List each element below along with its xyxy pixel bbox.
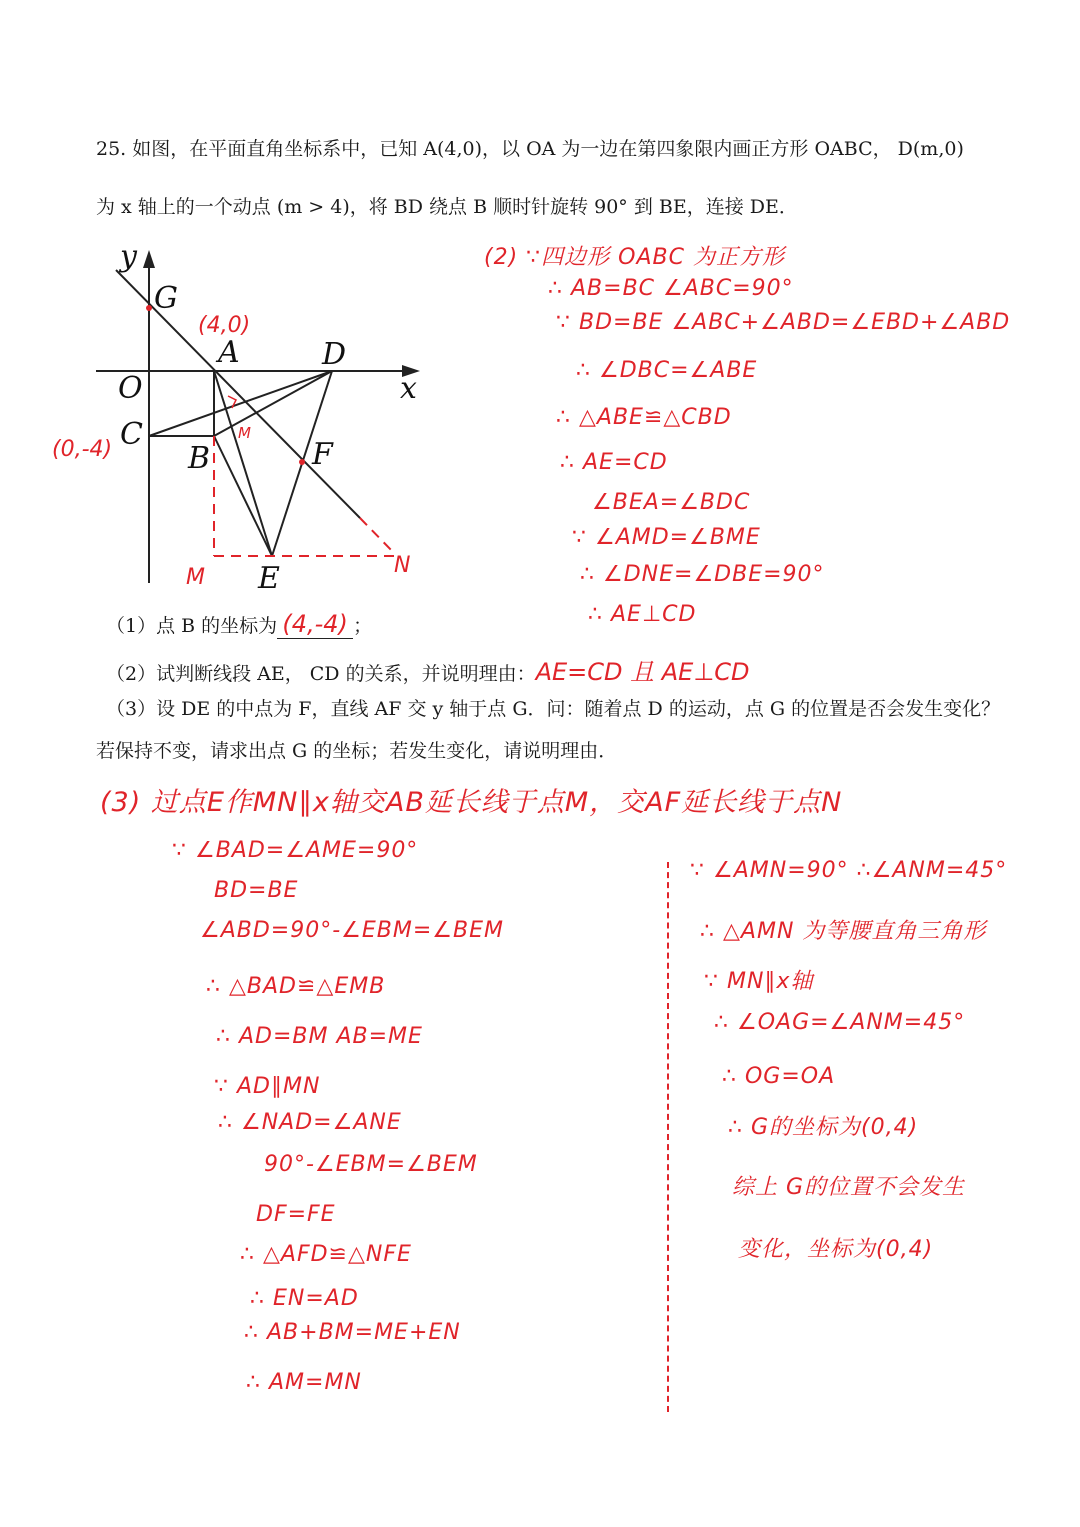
answer-3-right-line-5: ∴ OG=OA <box>722 1064 836 1089</box>
answer-3-right-line-6: ∴ G的坐标为(0,4) <box>728 1115 919 1140</box>
question-2-answer: AE=CD 且 AE⊥CD <box>535 658 750 686</box>
label-F: F <box>312 437 333 472</box>
answer-3-left-line-8: 90°-∠EBM=∠BEM <box>264 1152 478 1177</box>
answer-3-right-line-8: 变化，坐标为(0,4) <box>738 1237 934 1262</box>
annotation-C-coord: (0,-4) <box>52 437 113 462</box>
label-x: x <box>400 371 417 406</box>
problem-line-2: 为 x 轴上的一个动点 (m > 4)，将 BD 绕点 B 顺时针旋转 90° 到 BE，连接 DE． <box>96 196 798 218</box>
question-1-suffix: ； <box>353 615 373 637</box>
answer-3-right-line-4: ∴ ∠OAG=∠ANM=45° <box>714 1010 966 1035</box>
answer-2-line-4: ∴ ∠DBC=∠ABE <box>576 358 758 383</box>
coordinate-figure <box>50 238 420 598</box>
answer-3-left-line-9: DF=FE <box>256 1202 336 1227</box>
label-C: C <box>120 417 143 452</box>
answer-2-line-1: (2) ∵四边形 OABC 为正方形 <box>484 245 785 270</box>
question-3-line-2: 若保持不变，请求出点 G 的坐标；若发生变化，请说明理由． <box>96 740 618 762</box>
answer-3-heading: (3) 过点E作MN∥x轴交AB延长线于点M，交AF延长线于点N <box>100 787 843 818</box>
answer-3-left-line-10: ∴ △AFD≌△NFE <box>240 1242 412 1267</box>
answer-3-left-line-12: ∴ AB+BM=ME+EN <box>244 1320 461 1345</box>
label-D: D <box>322 337 347 372</box>
answer-2-line-7: ∠BEA=∠BDC <box>592 490 751 515</box>
answer-3-left-line-6: ∵ AD∥MN <box>214 1074 321 1099</box>
line-AF-G <box>116 270 360 518</box>
answer-3-right-line-2: ∴ △AMN 为等腰直角三角形 <box>700 919 987 944</box>
answer-3-right-line-1: ∵ ∠AMN=90° ∴∠ANM=45° <box>690 858 1008 883</box>
answer-3-left-line-13: ∴ AM=MN <box>246 1370 362 1395</box>
problem-line-1: 25. 如图，在平面直角坐标系中，已知 A(4,0)，以 OA 为一边在第四象限内画正方形 OABC， D(m,0) <box>96 138 964 160</box>
answer-3-left-line-5: ∴ AD=BM AB=ME <box>216 1024 423 1049</box>
segment-BE <box>214 436 272 556</box>
answer-3-left-line-7: ∴ ∠NAD=∠ANE <box>218 1110 402 1135</box>
question-1-answer: (4,-4) <box>282 610 348 638</box>
answer-3-left-line-1: ∵ ∠BAD=∠AME=90° <box>172 838 419 863</box>
answer-2-line-9: ∴ ∠DNE=∠DBE=90° <box>580 562 825 587</box>
point-G-mark <box>146 305 152 311</box>
label-M: M <box>186 565 205 590</box>
question-2-prefix: （2）试判断线段 AE， CD 的关系，并说明理由： <box>106 663 536 685</box>
answer-2-line-2: ∴ AB=BC ∠ABC=90° <box>548 276 794 301</box>
answer-2-line-5: ∴ △ABE≌△CBD <box>556 405 732 430</box>
answer-3-right-line-3: ∵ MN∥x轴 <box>704 969 814 994</box>
label-B: B <box>188 441 211 476</box>
answer-2-line-3: ∵ BD=BE ∠ABC+∠ABD=∠EBD+∠ABD <box>556 310 1011 335</box>
label-O: O <box>118 371 143 406</box>
label-A: A <box>218 335 240 370</box>
label-G: G <box>154 281 178 316</box>
answer-2-line-8: ∵ ∠AMD=∠BME <box>572 525 761 550</box>
answer-2-line-10: ∴ AE⊥CD <box>588 602 697 627</box>
label-E: E <box>258 561 280 596</box>
column-divider <box>667 862 669 1412</box>
y-axis-arrow <box>143 250 155 268</box>
label-M-inner: M <box>238 424 251 442</box>
question-1-prefix: （1）点 B 的坐标为 <box>106 615 278 637</box>
point-F-mark <box>299 459 305 465</box>
question-2 <box>106 652 750 687</box>
answer-3-left-line-11: ∴ EN=AD <box>250 1286 359 1311</box>
question-1 <box>106 610 372 639</box>
answer-2-line-6: ∴ AE=CD <box>560 450 668 475</box>
label-y: y <box>120 239 137 274</box>
question-3-line-1: （3）设 DE 的中点为 F，直线 AF 交 y 轴于点 G．问：随着点 D 的运动，点 G 的位置是否会发生变化？ <box>106 698 1001 720</box>
dashed-FN <box>360 518 395 554</box>
annotation-A-coord: (4,0) <box>198 313 251 338</box>
answer-3-left-line-4: ∴ △BAD≌△EMB <box>206 974 386 999</box>
answer-3-left-line-3: ∠ABD=90°-∠EBM=∠BEM <box>200 918 504 943</box>
answer-3-right-line-7: 综上 G的位置不会发生 <box>732 1175 966 1200</box>
label-N: N <box>394 553 411 578</box>
question-1-blank[interactable] <box>277 610 353 639</box>
answer-3-left-line-2: BD=BE <box>214 878 299 903</box>
